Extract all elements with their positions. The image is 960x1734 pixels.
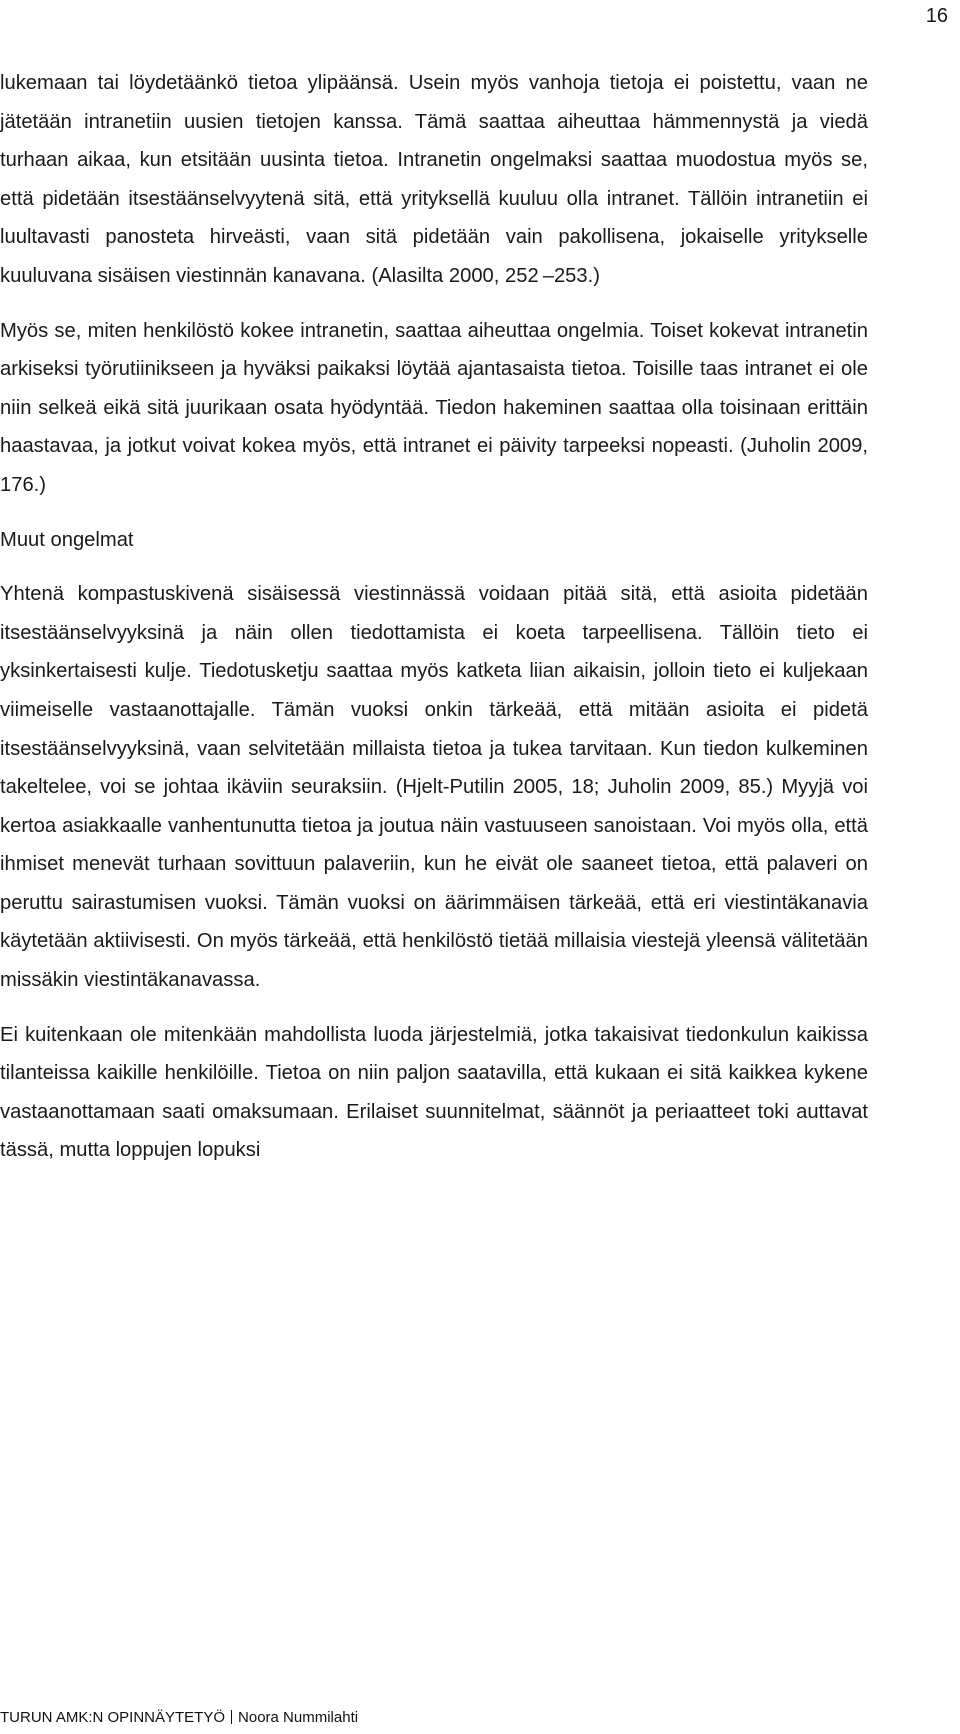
paragraph-2: Myös se, miten henkilöstö kokee intranetin, saattaa aiheuttaa ongelmia. Toiset kokevat intranetin arkiseksi työrutiinikseen ja hyväksi paikaksi löytää ajantasaista tietoa. Toisille taas intranet ei ole niin selkeä eikä sitä juurikaan osata hyödyntää. Tiedon hakeminen saattaa olla toisinaan erittäin haastavaa, ja jotkut voivat kokea myös, että intranet ei päivity tarpeeksi nopeasti. (Juholin 2009, 176.) [0,319,868,496]
document-body [0,64,868,1170]
section-heading: Muut ongelmat [0,528,134,551]
page-number: 16 [925,5,948,27]
footer-separator [231,1710,232,1724]
paragraph-3: Yhtenä kompastuskivenä sisäisessä viestinnässä voidaan pitää sitä, että asioita pidetään itsestäänselvyyksinä ja näin ollen tiedottamista ei koeta tarpeellisena. Tällöin tieto ei yksinkertaisesti kulje. Tiedotusketju saattaa myös katketa liian aikaisin, jolloin tieto ei kuljekaan viimeiselle vastaanottajalle. Tämän vuoksi onkin tärkeää, että mitään asioita ei pidetä itsestäänselvyyksinä, vaan selvitetään millaista tietoa ja tukea tarvitaan. Kun tiedon kulkeminen takeltelee, voi se johtaa ikäviin seuraksiin. (Hjelt-Putilin 2005, 18; Juholin 2009, 85.) Myyjä voi kertoa asiakkaalle vanhentunutta tietoa ja joutua näin vastuuseen sanoistaan. Voi myös olla, että ihmiset menevät turhaan sovittuun palaveriin, kun he eivät ole saaneet tietoa, että palaveri on peruttu sairastumisen vuoksi. Tämän vuoksi on äärimmäisen tärkeää, että eri viestintäkanavia käytetään aktiivisesti. On myös tärkeää, että henkilöstö tietää millaisia viestejä yleensä välitetään missäkin viestintäkanavassa. [0,583,868,992]
paragraph-4: Ei kuitenkaan ole mitenkään mahdollista luoda järjestelmiä, jotka takaisivat tiedonkulun kaikissa tilanteissa kaikille henkilöille. Tietoa on niin paljon saatavilla, että kukaan ei sitä kaikkea kykene vastaanottamaan saati omaksumaan. Erilaiset suunnitelmat, säännöt ja periaatteet toki auttavat tässä, mutta loppujen lopuksi [0,1023,868,1162]
footer-author: Noora Nummilahti [238,1709,359,1726]
paragraph-1: lukemaan tai löydetäänkö tietoa ylipäänsä. Usein myös vanhoja tietoja ei poistettu, vaan ne jätetään intranetiin uusien tietojen kanssa. Tämä saattaa aiheuttaa hämmennystä ja viedä turhaan aikaa, kun etsitään uusinta tietoa. Intranetin ongelmaksi saattaa muodostua myös se, että pidetään itsestäänselvyytenä sitä, että yrityksellä kuuluu olla intranet. Tällöin intranetiin ei luultavasti panosteta hirveästi, vaan sitä pidetään vain pakollisena, jokaiselle yritykselle kuuluvana sisäisen viestinnän kanavana. (Alasilta 2000, 252 –253.) [0,72,868,287]
page-footer [0,1708,358,1728]
footer-institution: TURUN AMK:N OPINNÄYTETYÖ [0,1709,226,1726]
